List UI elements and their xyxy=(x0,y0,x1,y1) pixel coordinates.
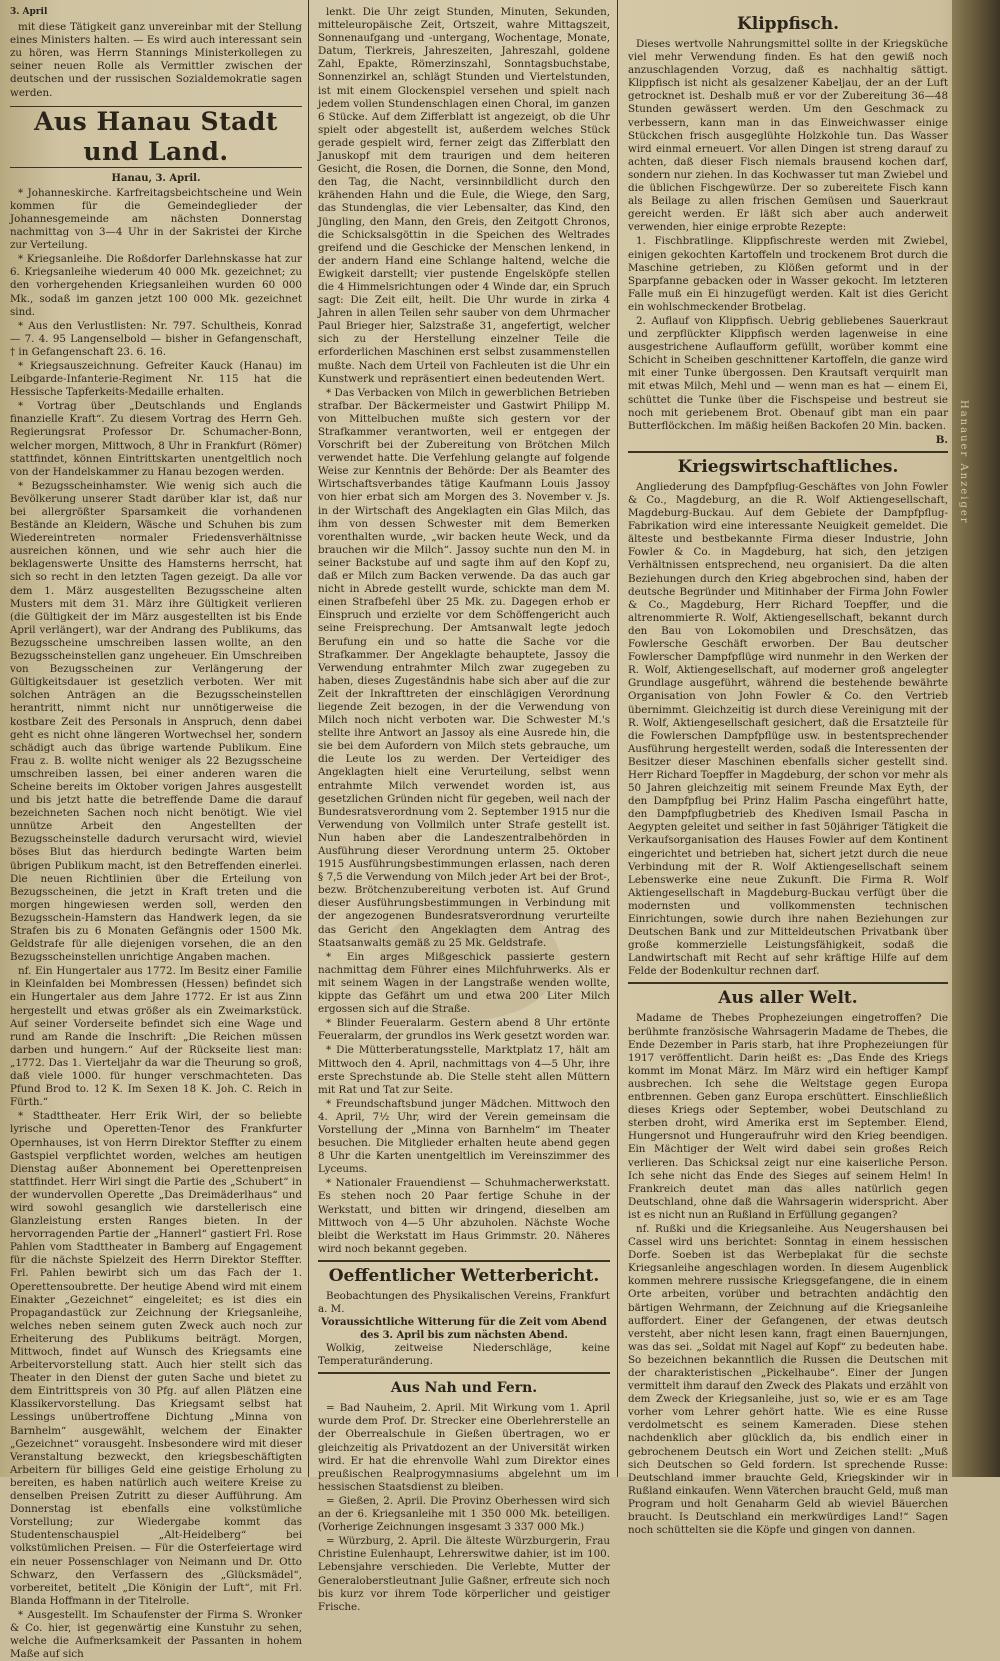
section-title-kriegswirtschaft: Kriegswirtschaftliches. xyxy=(628,451,948,478)
column-rule xyxy=(308,0,309,1477)
article-paragraph: * Nationaler Frauendienst — Schuhmacherwerkstatt. Es stehen noch 20 Paar fertige Schuhe in der Werkstatt, und bitten wir dringend, dieselben am Mittwoch von 4—5 Uhr abzuholen. Nächste Woche bleibt die Werkstatt im Haus Grimmstr. 20. Näheres wird noch bekannt gegeben. xyxy=(318,1177,610,1255)
section-title-weather: Oeffentlicher Wetterbericht. xyxy=(318,1260,610,1287)
page-date: 3. April xyxy=(10,7,48,17)
article-paragraph: * Ein arges Mißgeschick passierte gestern nachmittag dem Führer eines Milchfuhrwerks. Als er mit seinem Wagen in der Langstraße wenden wollte, kippte das Gefährt um und etwa 200 Liter Milch ergossen sich auf die Straße. xyxy=(318,950,610,1016)
article-paragraph: * Ausgestellt. Im Schaufenster der Firma S. Wronker & Co. hier, ist gegenwärtig eine Kunstuhr zu sehen, welche die Aufmerksamkeit der Passanten in hohem Maße auf sich xyxy=(10,1608,302,1661)
article-paragraph: * Die Mütterberatungsstelle, Marktplatz 17, hält am Mittwoch den 4. April, nachmittags von 4—5 Uhr, ihre erste Sprechstunde ab. Die Stelle steht allen Müttern mit Rat und Tat zur Seite. xyxy=(318,1044,610,1096)
binding-edge-label: Hanauer Anzeiger xyxy=(958,400,969,525)
article-paragraph: = Bad Nauheim, 2. April. Mit Wirkung vom 1. April wurde dem Prof. Dr. Strecker eine Oberlehrerstelle an der Oberrealschule in Gießen übertragen, wo er gleichzeitig als Privatdozent an der Universität wirken wird. Er hat die ehrenvolle Wahl zum Direktor eines preußischen Realprogymnasiums abgelehnt um im hessischen Staatsdienst zu bleiben. xyxy=(318,1402,610,1493)
article-paragraph: * Aus den Verlustlisten: Nr. 797. Schultheis, Konrad — 7. 4. 95 Langenselbold — bisher in Gefangenschaft, † in Gefangenschaft 23. 6. 16. xyxy=(10,319,302,358)
article-paragraph: Madame de Thebes Prophezeiungen eingetroffen? Die berühmte französische Wahrsagerin Madame de Thebes, die Ende Dezember in Paris starb, hat ihre Prophezeiungen für 1917 veröffentlicht. Darin heißt es: „Das Ende des Kriegs kommt im Monat März. Im März wird ein heftiger Kampf ausbrechen. Ich sehe die Weltstage gegen Europa entbrennen. Geben ganz Europa erschüttert. Einschließlich dieses Kriegs oder September, wobei Deutschland zu sterben droht, wird Amerika erst im September. Elend, Hungersnot und Hungeraufruhr wird den Krieg beendigen. Ein Mächtiger der Welt wird dabei sein großes Reich verlieren. Das Schicksal zeigt nur eine kaiserliche Person. Ich sehe nicht das Ende des Sieges auf seinem Helm! In Frankreich deutet man das alles natürlich gegen Deutschland, ohne daß die Wahrsagerin widerspricht. Aber ist es nicht nun an Rußland in Erfüllung gegangen? xyxy=(628,1012,948,1221)
section-title-klippfisch: Klippfisch. xyxy=(736,14,840,34)
recipe-paragraph: 2. Auflauf von Klippfisch. Uebrig gebliebenes Sauerkraut und zerpflückter Klippfisch werden lagenweise in eine ausgestrichene Auflaufform gefüllt, worüber kommt eine Schicht in Scheiben geschnittener Kartoffeln, die ganze wird mit einer Tunke übergossen. Den Krautsaft verquirlt man mit etwas Milch, Mehl und — wenn man es hat — einem Ei, schüttet die Tunke über die Fischspeise und bestreut sie noch mit geriebenem Brot. Obenauf gibt man ein paar Butterflöckchen. Im mäßig heißen Backofen 20 Min. backen. xyxy=(628,314,948,432)
article-paragraph: * Johanneskirche. Karfreitagsbeichtscheine und Wein kommen für die Gemeindeglieder der Johannesgemeinde am nächsten Donnerstag nachmittag von 3—4 Uhr in der Sakristei der Kirche zur Verteilung. xyxy=(10,186,302,252)
column-right xyxy=(622,0,952,1537)
article-signature: B. xyxy=(935,433,948,446)
article-paragraph: = Gießen, 2. April. Die Provinz Oberhessen wird sich an der 6. Kriegsanleihe mit 1 350 000 Mk. beteiligen. (Vorherige Zeichnungen insgesamt 3 337 000 Mk.) xyxy=(318,1494,610,1534)
article-paragraph: * Bezugsscheinhamster. Wie wenig sich auch die Bevölkerung unserer Stadt darüber klar ist, daß nur bei allergrößter Sparsamkeit die vorhandenen Bestände an Kleidern, Wäsche und Schuhen bis zum Wiedereintreten normaler Friedensverhältnisse ausreichen können, und wie sehr auch hier die beklagenswerte Unsitte des Hamsterns herrscht, hat sich so recht in den letzten Tagen gezeigt. Da alle vor dem 1. März ausgestellten Bezugsscheine alten Musters mit dem 31. März ihre Gültigkeit verlieren (die Gültigkeit der im März ausgestellten ist bis Ende April verlängert), war der Andrang des Publikums, das Bezugsscheine umschreiben lassen wollte, an den Bezugsscheinstellen ganz ungeheuer. Ein Umschreiben von Bezugsscheinen zur Verlängerung der Gültigkeitsdauer ist gesetzlich verboten. Wer mit solchen Anträgen an die Bezugsscheinstellen herantritt, nimmt nicht nur unnötigerweise die kostbare Zeit des Personals in Anspruch, denn dabei geht es nicht ohne längeren Wortwechsel her, sondern schädigt auch das übrige wartende Publikum. Eine Frau z. B. wollte nicht weniger als 22 Bezugsscheine umschreiben lassen, bei einer anderen waren die Scheine bereits im Oktober vorigen Jahres ausgestellt und bis jetzt hatte die betreffende Dame die darauf bezeichneten Sachen noch nicht benötigt. Wie viel unnütze Arbeit den Angestellten der Bezugsscheinstelle dadurch verursacht wird, wieviel böses Blut das hierdurch bedingte Warten beim übrigen Publikum macht, ist den Betreffenden einerlei. Die neuen Richtlinien über die Erteilung von Bezugsscheinen, die jetzt in Kraft treten und die morgen hingewiesen werden soll, werden den Bezugsschein-Hamstern das Handwerk legen, da sie Strafen bis zu 6 Monaten Gefängnis oder 1500 Mk. Geldstrafe für alle diejenigen vorsehen, die an den Bezugsscheinstellen unrichtige Angaben machen. xyxy=(10,479,302,964)
article-paragraph: * Das Verbacken von Milch in gewerblichen Betrieben strafbar. Der Bäckermeister und Gastwirt Philipp M. von Mittelbuchen mußte sich gestern vor der Strafkammer verantworten, weil er entgegen der Vorschrift bei der Zubereitung von Brötchen Milch verwendet hatte. Die Verfehlung gelangte auf folgende Weise zur Kenntnis der Behörde: Der als Beamter des Wirtschaftsverbandes tätige Kaufmann Louis Jassoy von hier erbat sich am Morgen des 3. November v. Js. in der Wirtschaft des Angeklagten ein Glas Milch, das ihm von dessen Schwester mit dem Bemerken vorenthalten wurde, „wir backen heute Weck, und da brauchen wir die Milch“. Jassoy suchte nun den M. in seiner Backstube auf und sagte ihm auf den Kopf zu, daß er Milch zum Backen verwende. Da das auch gar nicht in Abrede gestellt wurde, schickte man dem M. einen Strafbefehl über 25 Mk. zu. Dagegen erhob er Einspruch und erzielte vor dem Schöffengericht auch seine Freisprechung. Der Amtsanwalt legte jedoch Berufung ein und so hatte die Sache vor die Strafkammer. Der Angeklagte behauptete, Jassoy die Verwendung entrahmter Milch zwar zugegeben zu haben, dieses Zugeständnis habe sich aber auf die zur Zeit der Inkrafttreten der einschlägigen Verordnung liegende Zeit bezogen, in der die Verwendung von Milch noch nicht verboten war. Die Schwester M.'s stellte ihre Antwort an Jassoy als eine Ausrede hin, die sie bei dem Aufordern von Milch stets gebrauche, um die Leute los zu werden. Der Verteidiger des Angeklagten hielt eine Verurteilung, selbst wenn entrahmte Milch verwendet worden ist, aus gesetzlichen Gründen nicht für gegeben, weil nach der Bundesratsverordnung vom 2. September 1915 nur die Verwendung von Vollmilch unter Strafe gestellt ist. Nun haben aber die Landeszentralbehörden in Ausführung dieser Verordnung unterm 25. Oktober 1915 Ausführungsbestimmungen erlassen, nach deren § 7,5 die Verwendung von Milch jeder Art bei der Brot-, bezw. Brötchenzubereitung verboten ist. Auf Grund dieser Ausführungsbestimmungen in Verbindung mit der angezogenen Bundesratsverordnung verurteilte das Gericht den Angeklagten dem Antrag des Staatsanwalts gemäß zu 25 Mk. Geldstrafe. xyxy=(318,386,610,949)
article-paragraph: Dieses wertvolle Nahrungsmittel sollte in der Kriegsküche viel mehr Verwendung finden. Es hat den gewiß noch anzuschlagenden Vorzug, daß es nachhaltig sättigt. Klippfisch ist nicht als gesalzener Kabeljau, der an der Luft getrocknet ist. Deshalb muß er vor der Zubereitung 36—48 Stunden gewässert werden. Um den Geschmack zu verbessern, kann man in das Einweichwasser einige Stückchen frisch ausgeglühte Holzkohle tun. Das Wasser wird einmal erneuert. Vor allen Dingen ist streng darauf zu achten, daß dieser Fisch niemals brausend kochen darf, sondern nur ziehen. In das Kochwasser tut man Zwiebel und die üblichen Fischgewürze. Der so zubereitete Fisch kann als Beilage zu allen frischen Gemüsen und Sauerkraut gereicht werden. Er läßt sich aber auch anderweit verwenden, hier einige erprobte Rezepte: xyxy=(628,38,948,234)
weather-forecast-heading: Voraussichtliche Witterung für die Zeit vom Abend des 3. April bis zum nächsten Abend. xyxy=(321,1317,607,1341)
weather-source: Beobachtungen des Physikalischen Vereins, Frankfurt a. M. xyxy=(318,1289,610,1315)
article-paragraph: nf. Rußki und die Kriegsanleihe. Aus Neugershausen bei Cassel wird uns berichtet: Sonntag in einem hessischen Dorfe. Soeben ist das Werbeplakat für die sechste Kriegsanleihe angeschlagen worden. In diesem Augenblick kommen mehrere russische Kriegsgefangene, die in einem Orte arbeiten, vorüber und betrachten andächtig den bärtigen Wehrmann, der Zeichnung auf die Kriegsanleihe auffordert. Einer der Gefangenen, der etwas deutsch versteht, aber nicht lesen kann, fragt einen Bauernjungen, was das sei. „Soldat mit Nagel auf Kopf“ zu bedeuten habe. So bezeichnen bekanntlich die Russen die Deutschen mit der charakteristischen „Pickelhaube“. Einer der Jungen vermittelt ihm darauf den Zweck des Plakats und erzählt von dem Zweck der Kriegsanleihe, just so, wie er es am Tage vorher vom Lehrer gehört hatte. Wie es eine Russe verdolmetscht es seinem Kameraden. Diese stehen nachdenklich aber glücklich da, bis endlich einer in gebrochenem Deutsch ein Wort und Zeichen stellt: „Muß sich Deutschen so Geld fordern. Ist sprechende Russe: Deutschland immer brauchte Geld, Kriegskinder wir in Rußland einkaufen. Wenn Väterchen braucht Geld, muß man Program und holt Genaharm Geld ab wieviel Bäuerchen braucht. Is Deutschland ein merkwürdiges Land!“ Sagen noch schüttelten sie die Köpfe und gingen von dannen. xyxy=(628,1222,948,1537)
article-paragraph: * Kriegsanleihe. Die Roßdorfer Darlehnskasse hat zur 6. Kriegsanleihe wiederum 40 000 Mk. gezeichnet; zu den vorhergehenden Kriegsanleihen wurden 60 000 Mk., sodaß im ganzen jetzt 100 000 Mk. gezeichnet sind. xyxy=(10,253,302,318)
article-paragraph: = Würzburg, 2. April. Die älteste Würzburgerin, Frau Christine Eulenhaupt, Lehrerswitwe dahier, ist im 100. Lebensjahre verschieden. Die Verlebte, Mutter der Generaloberstleutnant Julie Gaßner, erfreute sich noch bis kurz vor ihrem Tode körperlicher und geistiger Frische. xyxy=(318,1535,610,1613)
article-paragraph: * Vortrag über „Deutschlands und Englands finanzielle Kraft“. Zu diesem Vortrag des Herrn Geh. Regierungsrat Professor Dr. Schumacher-Bonn, welcher morgen, Mittwoch, 8 Uhr in Frankfurt (Römer) stattfindet, können Eintrittskarten unentgeltlich noch von der Handelskammer zu Hanau bezogen werden. xyxy=(10,400,302,478)
weather-forecast: Wolkig, zeitweise Niederschläge, keine Temperaturänderung. xyxy=(318,1342,610,1368)
section-title-near-far: Aus Nah und Fern. xyxy=(318,1372,610,1399)
section-title-aller-welt: Aus aller Welt. xyxy=(628,982,948,1009)
section-title-hanau: Aus Hanau Stadt und Land. xyxy=(10,106,302,168)
article-paragraph: * Freundschaftsbund junger Mädchen. Mittwoch den 4. April, 7½ Uhr, wird der Verein gemeinsam die Vorstellung der „Minna von Barnhelm“ im Theater besuchen. Die Mitglieder erhalten heute abend gegen 8 Uhr die Karten unentgeltlich im Vereinszimmer des Lyceums. xyxy=(318,1097,610,1176)
intro-paragraph: mit diese Tätigkeit ganz unvereinbar mit der Stellung eines Ministers halten. — Es wird auch interessant sein zu hören, was Herrn Stannings Ministerkollegen zu seiner neuen Rolle als Vermittler zwischen der deutschen und der russischen Sozialdemokratie sagen werden. xyxy=(10,21,302,99)
column-middle xyxy=(314,0,614,1613)
article-paragraph: * Blinder Feueralarm. Gestern abend 8 Uhr ertönte Feueralarm, der grundlos ins Werk gesetzt worden war. xyxy=(318,1017,610,1043)
binding-edge xyxy=(952,0,1000,1477)
article-paragraph: nf. Ein Hungertaler aus 1772. Im Besitz einer Familie in Kleinfalden bei Mombressen (Hessen) befindet sich ein Hungertaler aus dem Jahre 1772. Er ist aus Zinn hergestellt und etwas größer als ein Zweimarkstück. Auf seiner Vorderseite befindet sich eine Wage und rund am Rande die Inschrift: „Die Reichen müssen darben und hungern.“ Auf der Rückseite liest man: „1772. Das 1. Vierteljahr da war die Theurung so groß, daß viele 1000. für hunger verschmachteten. Das Pfund Brod to. 12 K. Im Sexen 18 K. Joh. C. Reich in Fürth.“ xyxy=(10,965,302,1109)
column-rule xyxy=(617,0,618,1477)
article-paragraph: lenkt. Die Uhr zeigt Stunden, Minuten, Sekunden, mitteleuropäische Zeit, Ortszeit, wahre Mittagszeit, Sonnenaufgang und -untergang, Wochentage, Monate, Datum, Tierkreis, Jahreszeiten, Jahreszahl, goldene Zahl, Epakte, Römerzinszahl, Sonntagsbuchstabe, Sonnenzirkel an, schlägt Stunden und Viertelstunden, ist mit einem Glockenspiel versehen und spielt nach jedem vollen Stundenschlagen einen Choral, im ganzen 6 Stücke. Auf dem Zifferblatt ist angezeigt, ob die Uhr spielt oder abgestellt ist, außerdem welches Stück gerade gespielt wird, ferner zeigt das Zifferblatt den Januskopf mit dem traurigen und dem heiteren Gesicht, die Rosen, die Dornen, die Sonne, den Mond, den Tag, die Nacht, versinnbildlicht durch den krähenden Hahn und die Eule, die Wiege, den Sarg, das Stundenglas, die vier Lebensalter, das Kind, den Jüngling, den Mann, den Greis, den Zeitgott Chronos, die Schicksalsgöttin in die Speichen des Weltrades greifend und die Geschicke der Menschen lenkend, in der andern Hand eine Schlange haltend, welche die Ewigkeit darstellt; vier pustende Engelsköpfe stellen die 4 Himmelsrichtungen oder 4 Winde dar, ein Spruch sagt: Die Zeit eilt, heilt. Die Uhr wurde in zirka 4 Jahren in allen Teilen sehr sauber von dem Uhrmacher Paul Brieger hier, Salzstraße 31, angefertigt, welcher sich zu der Herstellung einzelner Teile die erforderlichen Maschinen erst selbst zusammenstellen mußte. Nach dem Urteil von Fachleuten ist die Uhr ein Kunstwerk und repräsentiert einen bedeutenden Wert. xyxy=(318,6,610,385)
article-paragraph: * Kriegsauszeichnung. Gefreiter Kauck (Hanau) im Leibgarde-Infanterie-Regiment Nr. 115 hat die Hessische Tapferkeits-Medaille erhalten. xyxy=(10,359,302,399)
recipe-paragraph: 1. Fischbratlinge. Klippfischreste werden mit Zwiebel, einigen gekochten Kartoffeln und trockenem Brot durch die Maschine getrieben, zu Klößen geformt und in der Sparpfanne gebacken oder in Wasser gekocht. Im letzteren Falle muß ein Ei hinzugefügt werden. Kalt ist dies Gericht ein wohlschmeckender Brotbelag. xyxy=(628,235,948,313)
column-left xyxy=(4,0,306,1661)
article-paragraph: * Stadttheater. Herr Erik Wirl, der so beliebte lyrische und Operetten-Tenor des Frankfurter Opernhauses, ist von Herrn Direktor Steffter zu einem Gastspiel verpflichtet worden, welches am heutigen Dienstag außer Abonnement bei Operettenpreisen stattfindet. Herr Wirl singt die Partie des „Schubert“ in der wundervollen Operette „Das Dreimäderlhaus“ und wird sowohl gesanglich wie darstellerisch eine Glanzleistung ersten Ranges bieten. In der hervorragenden Partie der „Hannerl“ gastiert Frl. Rose Pahlen vom Stadttheater in Bamberg auf Engagement für die nächste Spielzeit des Herrn Direktor Steffter. Frl. Pahlen bewirbt sich um das Fach der 1. Operettensoubrette. Der heutige Abend wird mit einem Einakter „Gezeichnet“ eingeleitet; es ist dies ein Propagandastück zur Zeichnung der Kriegsanleihe, welches neben seinem guten Zweck auch noch zur Erheiterung des Publikums beiträgt. Morgen, Mittwoch, findet auf Wunsch des Kriegsamts eine Arbeitervorstellung statt. Auch hier stellt sich das Theater in den Dienst der guten Sache und bietet zu dem Eintrittspreis von 30 Pfg. auf allen Plätzen eine Klassikervorstellung. Das Kriegsamt selbst hat Lessings unübertroffene Dichtung „Minna von Barnhelm“ ausgewählt, welchem der Einakter „Gezeichnet“ vorausgeht. Insbesondere wird mit dieser Veranstaltung bezweckt, den kriegsbeschäftigten Arbeitern für billiges Geld eine geistige Erholung zu bereiten, es haben natürlich auch weitere Kreise zu denselben Preisen Zutritt zu dieser Aufführung. Am Donnerstag ist ebenfalls eine volkstümliche Vorstellung; zur Wiedergabe kommt das Studentenschauspiel „Alt-Heidelberg“ bei volkstümlichen Preisen. — Für die Osterfeiertage wird ein neuer Possenschlager von Neimann und Dr. Otto Schwarz, den Verfassern des „Glücksmädel“, vorbereitet, betitelt „Die Königin der Luft“, mit Frl. Blanda Hoffmann in der Titelrolle. xyxy=(10,1110,302,1607)
article-paragraph: Angliederung des Dampfpflug-Geschäftes von John Fowler & Co., Magdeburg, an die R. Wolf Aktiengesellschaft, Magdeburg-Buckau. Auf dem Gebiete der Dampfpflug-Fabrikation wird eine interessante Neuigkeit gemeldet. Die älteste und bestbekannte Firma dieser Industrie, John Fowler & Co. in Magdeburg, hat sich, den jetzigen Verhältnissen entsprechend, neu organisiert. Da die alten Beziehungen durch den Krieg abgebrochen sind, haben der deutsche Begründer und Mitinhaber der Firma John Fowler & Co., Magdeburg, Herr Richard Toepffer, und die altrenommierte R. Wolf, Aktiengesellschaft, bekannt durch den Bau von Lokomobilen und Dreschsätzen, das Fowlersche Geschäft erworben. Der Bau deutscher Fowlerscher Dampfpflüge wird nunmehr in den Werken der R. Wolf, Aktiengesellschaft, auf moderner groß angelegter Grundlage ausgeführt, während die bestehende bewährte Organisation von John Fowler & Co. den Vertrieb übernimmt. Gleichzeitig ist durch diese Vereinigung mit der R. Wolf, Aktiengesellschaft gesichert, daß die Ersatzteile für die Fowlerschen Dampfpflüge usw. in bestentsprechender Ausführung hergestellt werden, sodaß die Interessenten der Besitzer dieser Maschinen ebenfalls sicher gestellt sind. Herr Richard Toepffer in Magdeburg, der schon vor mehr als 50 Jahren gleichzeitig mit seinem Freunde Max Eyth, der den Dampfpflug bei Prinz Halim Pascha eingeführt hatte, den Dampfpflugbetrieb des Khediven Ismail Pascha in Aegypten geleitet und seither in fast 50jähriger Tätigkeit die Verkaufsorganisation des Hauses Fowler auf dem Kontinent eingerichtet und betrieben hat, sichert jetzt durch die neue Verbindung mit der R. Wolf Aktiengesellschaft seinem Lebenswerke eine neue Zukunft. Die Firma R. Wolf Aktiengesellschaft in Magdeburg-Buckau verfügt über die modernsten und vollkommensten technischen Einrichtungen, sowie durch ihre nahen Beziehungen zur Deutschen Bank und zur Mitteldeutschen Privatbank über große kommerzielle Leistungsfähigkeit, sodaß die Landwirtschaft mit Recht auf sehr kräftige Hilfe auf dem Felde der Bodenkultur rechnen darf. xyxy=(628,480,948,978)
dateline: Hanau, 3. April. xyxy=(111,172,201,184)
